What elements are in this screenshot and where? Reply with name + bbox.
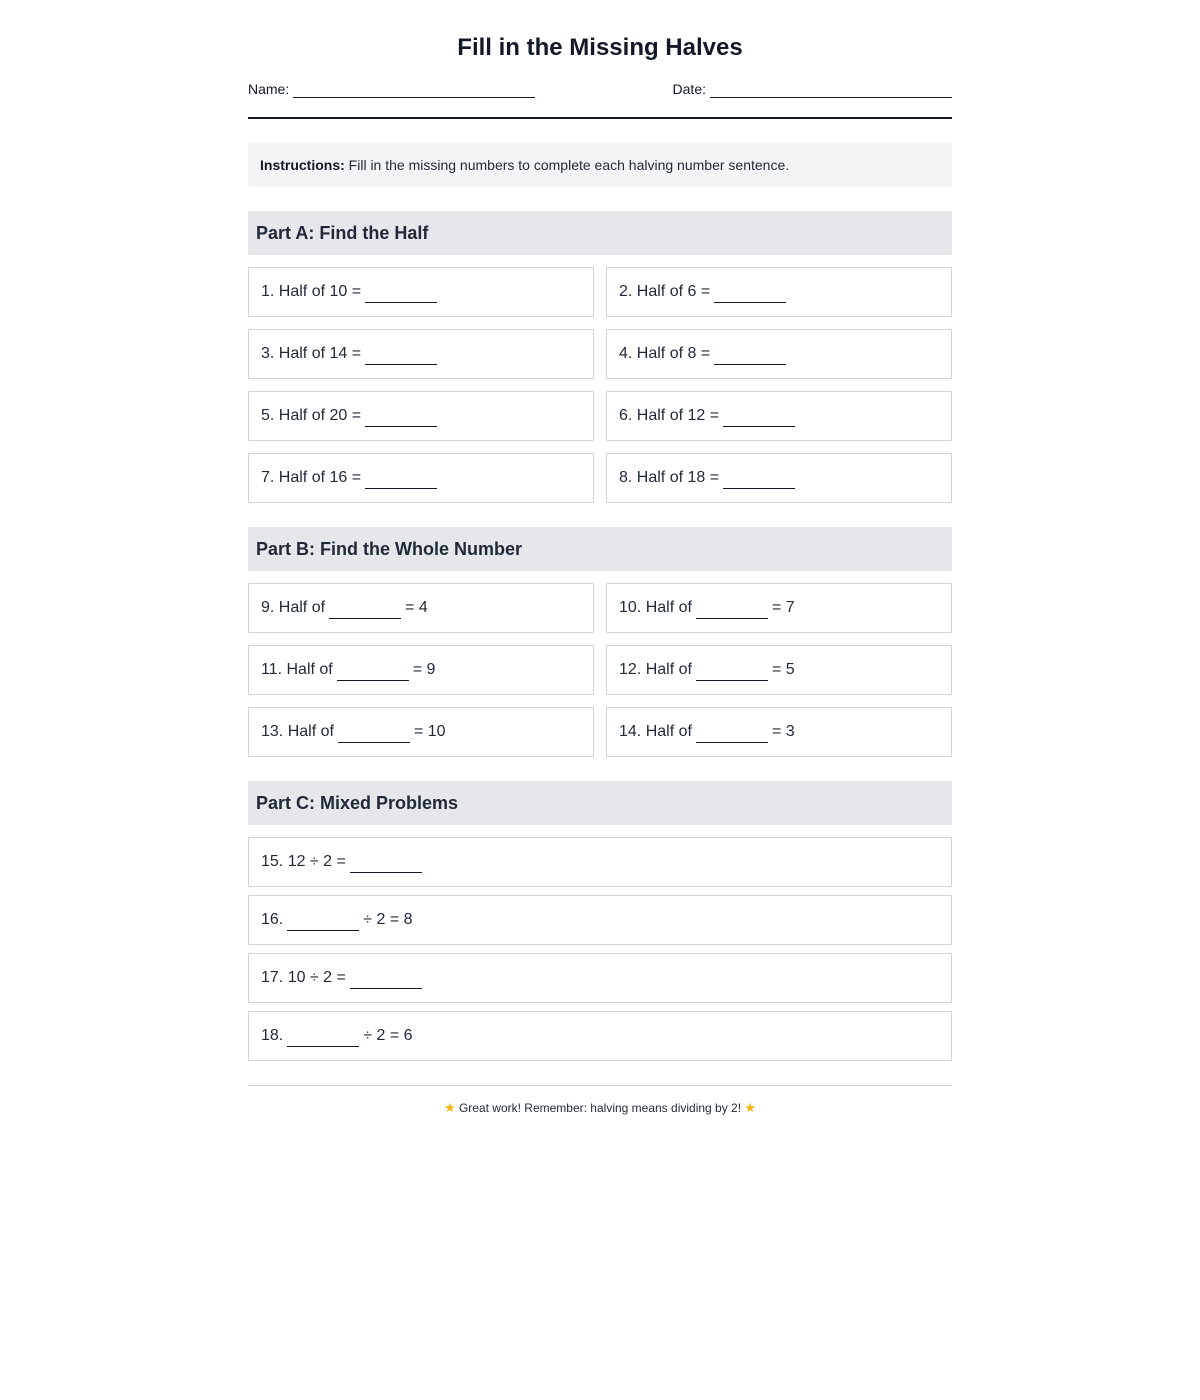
problem-text: 1. Half of 10 = — [261, 283, 362, 300]
name-blank[interactable] — [293, 83, 535, 98]
instructions-text: Fill in the missing numbers to complete each halving number sentence. — [344, 157, 790, 173]
answer-blank[interactable] — [287, 914, 359, 931]
problem-card — [248, 583, 594, 633]
problem-card — [606, 707, 952, 757]
footer-text: Great work! Remember: halving means dividing by 2! — [458, 1101, 742, 1115]
problem-card — [248, 645, 594, 695]
problem-card — [248, 895, 952, 945]
answer-blank[interactable] — [329, 602, 401, 619]
problem-card — [606, 645, 952, 695]
problem-card — [248, 329, 594, 379]
problem-card — [248, 453, 594, 503]
star-icon: ★ — [443, 1100, 456, 1115]
part-b-heading: Part B: Find the Whole Number — [248, 527, 952, 571]
instructions-box — [248, 143, 952, 187]
problem-text: 3. Half of 14 = — [261, 345, 362, 362]
problem-card — [606, 267, 952, 317]
answer-blank[interactable] — [338, 726, 410, 743]
problem-text-after: = 9 — [412, 661, 436, 678]
problem-card — [248, 1011, 952, 1061]
part-a-problems — [248, 267, 952, 503]
instructions-label: Instructions: — [260, 157, 345, 173]
problem-text-after: = 10 — [413, 723, 446, 740]
part-c-heading: Part C: Mixed Problems — [248, 781, 952, 825]
answer-blank[interactable] — [365, 472, 437, 489]
problem-text: 11. Half of — [261, 661, 333, 678]
problem-text-after: = 5 — [771, 661, 795, 678]
part-b-problems — [248, 583, 952, 757]
name-label: Name: — [248, 81, 290, 97]
worksheet-page — [248, 0, 952, 1116]
footer — [248, 1085, 952, 1116]
problem-card — [248, 267, 594, 317]
problem-card — [248, 707, 594, 757]
answer-blank[interactable] — [696, 664, 768, 681]
date-field — [673, 80, 952, 98]
answer-blank[interactable] — [723, 472, 795, 489]
problem-text: 7. Half of 16 = — [261, 469, 362, 486]
date-label: Date: — [672, 81, 706, 97]
problem-card — [606, 583, 952, 633]
answer-blank[interactable] — [714, 286, 786, 303]
answer-blank[interactable] — [696, 602, 768, 619]
part-c-problems — [248, 837, 952, 1061]
problem-text: 2. Half of 6 = — [619, 283, 711, 300]
problem-card — [248, 953, 952, 1003]
answer-blank[interactable] — [714, 348, 786, 365]
answer-blank[interactable] — [287, 1030, 359, 1047]
problem-text: 12. Half of — [619, 661, 692, 678]
header-divider — [248, 117, 952, 119]
problem-text: 16. — [261, 911, 284, 928]
problem-text-after: ÷ 2 = 6 — [363, 1027, 413, 1044]
answer-blank[interactable] — [365, 348, 437, 365]
answer-blank[interactable] — [696, 726, 768, 743]
problem-text: 17. 10 ÷ 2 = — [261, 969, 346, 986]
problem-text: 13. Half of — [261, 723, 334, 740]
star-icon: ★ — [744, 1100, 757, 1115]
problem-text-after: ÷ 2 = 8 — [363, 911, 413, 928]
problem-text: 18. — [261, 1027, 284, 1044]
problem-text: 4. Half of 8 = — [619, 345, 711, 362]
problem-card — [248, 837, 952, 887]
date-blank[interactable] — [710, 83, 952, 98]
problem-text-after: = 3 — [771, 723, 795, 740]
answer-blank[interactable] — [365, 410, 437, 427]
problem-text: 6. Half of 12 = — [619, 407, 720, 424]
problem-text-after: = 4 — [405, 599, 428, 616]
problem-text: 15. 12 ÷ 2 = — [261, 853, 346, 870]
answer-blank[interactable] — [337, 664, 409, 681]
problem-text: 14. Half of — [619, 723, 692, 740]
name-date-row — [248, 80, 952, 98]
answer-blank[interactable] — [723, 410, 795, 427]
answer-blank[interactable] — [350, 972, 422, 989]
part-a-heading: Part A: Find the Half — [248, 211, 952, 255]
problem-text: 10. Half of — [619, 599, 692, 616]
page-title: Fill in the Missing Halves — [457, 34, 743, 61]
problem-text: 5. Half of 20 = — [261, 407, 362, 424]
name-field — [248, 80, 535, 98]
problem-text-after: = 7 — [771, 599, 795, 616]
problem-card — [606, 329, 952, 379]
problem-card — [606, 453, 952, 503]
problem-card — [248, 391, 594, 441]
problem-text: 9. Half of — [261, 599, 326, 616]
problem-card — [606, 391, 952, 441]
problem-text: 8. Half of 18 = — [619, 469, 720, 486]
answer-blank[interactable] — [365, 286, 437, 303]
answer-blank[interactable] — [350, 856, 422, 873]
